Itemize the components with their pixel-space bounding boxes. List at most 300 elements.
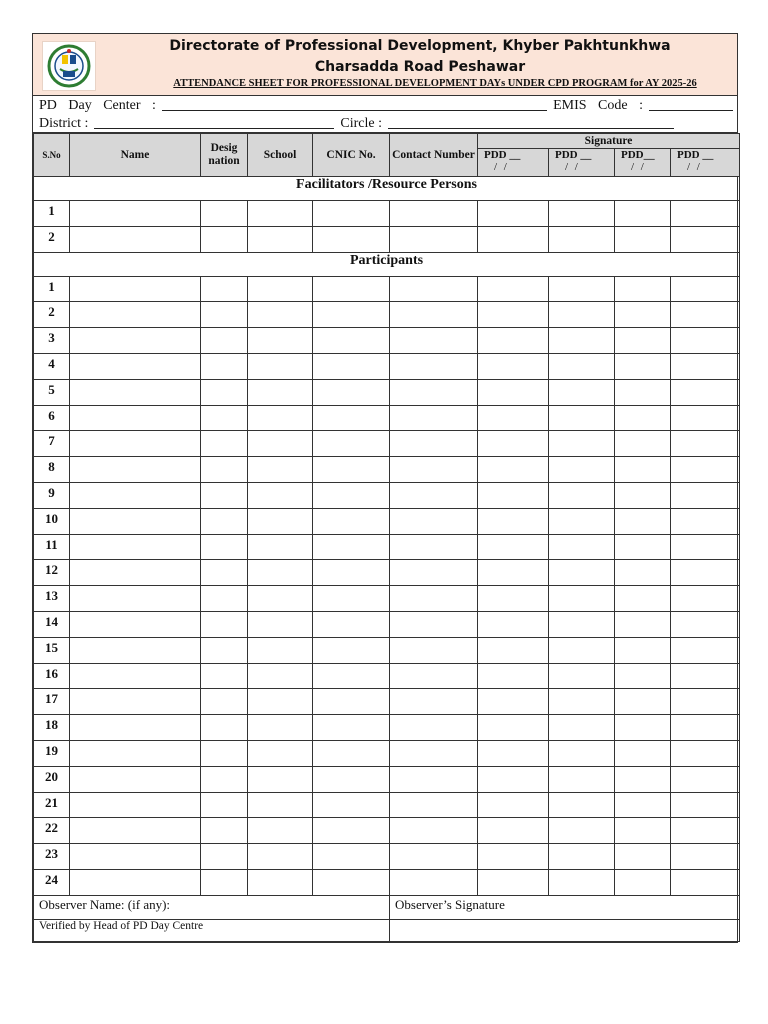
pdd-4-label: PDD __ [677,149,714,161]
designation-cell[interactable] [201,766,248,792]
pdd-2-signature-cell[interactable] [549,482,615,508]
designation-cell[interactable] [201,715,248,741]
pdd-1-signature-cell[interactable] [478,792,549,818]
name-cell[interactable] [70,328,201,354]
pdd-4-signature-cell[interactable] [671,792,740,818]
cnic-cell[interactable] [313,328,390,354]
pdd-1-signature-cell[interactable] [478,226,549,252]
cnic-cell[interactable] [313,379,390,405]
facilitator-row-number: 2 [34,226,70,252]
pdd-1-signature-cell[interactable] [478,740,549,766]
pdd-4-signature-cell[interactable] [671,508,740,534]
pdd-2-signature-cell[interactable] [549,302,615,328]
contact-cell[interactable] [390,818,478,844]
col-pdd-4 [671,149,740,177]
school-cell[interactable] [248,844,313,870]
participant-row [34,353,740,379]
designation-cell[interactable] [201,586,248,612]
pdd-4-signature-cell[interactable] [671,482,740,508]
col-contact: Contact Number [390,134,478,177]
school-cell[interactable] [248,508,313,534]
pdd-3-signature-cell[interactable] [615,379,671,405]
pd-day-center-label: PD Day Center : [39,98,156,113]
school-cell[interactable] [248,818,313,844]
name-cell[interactable] [70,457,201,483]
contact-cell[interactable] [390,844,478,870]
cnic-cell[interactable] [313,818,390,844]
pdd-3-signature-cell[interactable] [615,637,671,663]
cnic-cell[interactable] [313,405,390,431]
contact-cell[interactable] [390,869,478,895]
pdd-3-signature-cell[interactable] [615,534,671,560]
contact-cell[interactable] [390,482,478,508]
participant-row-number: 23 [34,844,70,870]
participants-heading: Participants [34,252,740,276]
cnic-cell[interactable] [313,302,390,328]
cnic-cell[interactable] [313,586,390,612]
pdd-3-signature-cell[interactable] [615,818,671,844]
pdd-2-signature-cell[interactable] [549,379,615,405]
pdd-1-signature-cell[interactable] [478,715,549,741]
pdd-3-date: / / [631,161,646,173]
name-cell[interactable] [70,740,201,766]
participant-row-number: 12 [34,560,70,586]
contact-cell[interactable] [390,405,478,431]
school-cell[interactable] [248,302,313,328]
designation-cell[interactable] [201,226,248,252]
designation-cell[interactable] [201,457,248,483]
school-cell[interactable] [248,379,313,405]
cnic-cell[interactable] [313,792,390,818]
pdd-1-signature-cell[interactable] [478,328,549,354]
pdd-4-signature-cell[interactable] [671,226,740,252]
pdd-4-signature-cell[interactable] [671,715,740,741]
pdd-2-signature-cell[interactable] [549,689,615,715]
pdd-3-signature-cell[interactable] [615,201,671,227]
participant-row-number: 18 [34,715,70,741]
pdd-2-signature-cell[interactable] [549,276,615,302]
participant-row-number: 2 [34,302,70,328]
contact-cell[interactable] [390,663,478,689]
pdd-3-signature-cell[interactable] [615,715,671,741]
pdd-2-signature-cell[interactable] [549,740,615,766]
participant-row [34,328,740,354]
school-cell[interactable] [248,201,313,227]
name-cell[interactable] [70,353,201,379]
pdd-1-signature-cell[interactable] [478,869,549,895]
facilitator-row [34,226,740,252]
school-cell[interactable] [248,353,313,379]
participant-row-number: 6 [34,405,70,431]
pdd-2-signature-cell[interactable] [549,201,615,227]
participant-row [34,379,740,405]
pdd-3-signature-cell[interactable] [615,353,671,379]
circle-field[interactable] [388,115,674,129]
pdd-4-signature-cell[interactable] [671,276,740,302]
designation-cell[interactable] [201,869,248,895]
cnic-cell[interactable] [313,276,390,302]
pdd-1-signature-cell[interactable] [478,431,549,457]
designation-cell[interactable] [201,508,248,534]
observer-name[interactable]: Observer Name: (if any): [34,895,390,919]
pdd-3-signature-cell[interactable] [615,689,671,715]
pdd-3-signature-cell[interactable] [615,869,671,895]
pdd-4-signature-cell[interactable] [671,766,740,792]
cnic-cell[interactable] [313,201,390,227]
contact-cell[interactable] [390,560,478,586]
pdd-1-signature-cell[interactable] [478,482,549,508]
pdd-4-signature-cell[interactable] [671,328,740,354]
name-cell[interactable] [70,869,201,895]
facilitators-heading: Facilitators /Resource Persons [34,177,740,201]
participant-row [34,508,740,534]
designation-cell[interactable] [201,379,248,405]
pdd-3-signature-cell[interactable] [615,611,671,637]
designation-cell[interactable] [201,405,248,431]
pdd-4-signature-cell[interactable] [671,457,740,483]
name-cell[interactable] [70,844,201,870]
contact-cell[interactable] [390,201,478,227]
pdd-3-signature-cell[interactable] [615,302,671,328]
pdd-4-signature-cell[interactable] [671,844,740,870]
pdd-1-signature-cell[interactable] [478,844,549,870]
pdd-4-signature-cell[interactable] [671,560,740,586]
pdd-2-signature-cell[interactable] [549,328,615,354]
designation-cell[interactable] [201,637,248,663]
pdd-1-signature-cell[interactable] [478,379,549,405]
school-cell[interactable] [248,328,313,354]
contact-cell[interactable] [390,508,478,534]
verified-signature-cell[interactable] [390,919,740,941]
school-cell[interactable] [248,586,313,612]
participant-row [34,611,740,637]
col-pdd-3 [615,149,671,177]
pdd-4-date: / / [687,161,702,173]
name-cell[interactable] [70,431,201,457]
participant-row-number: 5 [34,379,70,405]
pdd-1-signature-cell[interactable] [478,766,549,792]
pdd-2-signature-cell[interactable] [549,637,615,663]
pdd-4-signature-cell[interactable] [671,689,740,715]
school-cell[interactable] [248,457,313,483]
participant-row-number: 4 [34,353,70,379]
pdd-2-signature-cell[interactable] [549,457,615,483]
cnic-cell[interactable] [313,766,390,792]
designation-cell[interactable] [201,689,248,715]
participant-row [34,302,740,328]
contact-cell[interactable] [390,689,478,715]
pdd-2-signature-cell[interactable] [549,869,615,895]
pdd-2-date: / / [565,161,580,173]
contact-cell[interactable] [390,457,478,483]
school-cell[interactable] [248,534,313,560]
pdd-2-signature-cell[interactable] [549,560,615,586]
participant-row [34,482,740,508]
cnic-cell[interactable] [313,226,390,252]
pdd-2-signature-cell[interactable] [549,226,615,252]
pdd-4-signature-cell[interactable] [671,818,740,844]
participant-row-number: 11 [34,534,70,560]
contact-cell[interactable] [390,226,478,252]
name-cell[interactable] [70,201,201,227]
attendance-sheet [32,33,738,943]
pdd-4-signature-cell[interactable] [671,869,740,895]
school-cell[interactable] [248,482,313,508]
pdd-3-signature-cell[interactable] [615,276,671,302]
name-cell[interactable] [70,302,201,328]
participant-row-number: 20 [34,766,70,792]
pdd-2-signature-cell[interactable] [549,508,615,534]
participant-row [34,740,740,766]
contact-cell[interactable] [390,534,478,560]
contact-cell[interactable] [390,431,478,457]
pdd-1-signature-cell[interactable] [478,534,549,560]
pdd-3-signature-cell[interactable] [615,844,671,870]
school-cell[interactable] [248,715,313,741]
designation-cell[interactable] [201,353,248,379]
school-cell[interactable] [248,431,313,457]
cnic-cell[interactable] [313,534,390,560]
pdd-2-signature-cell[interactable] [549,611,615,637]
designation-cell[interactable] [201,560,248,586]
pdd-3-signature-cell[interactable] [615,766,671,792]
cnic-cell[interactable] [313,844,390,870]
col-name: Name [70,134,201,177]
header [33,34,737,96]
school-cell[interactable] [248,405,313,431]
pdd-3-signature-cell[interactable] [615,431,671,457]
designation-cell[interactable] [201,302,248,328]
pdd-3-signature-cell[interactable] [615,792,671,818]
pdd-2-signature-cell[interactable] [549,534,615,560]
designation-cell[interactable] [201,201,248,227]
cnic-cell[interactable] [313,482,390,508]
participant-row-number: 1 [34,276,70,302]
participant-row [34,276,740,302]
participant-row [34,869,740,895]
pdd-1-signature-cell[interactable] [478,302,549,328]
participant-row [34,586,740,612]
school-cell[interactable] [248,560,313,586]
pdd-1-signature-cell[interactable] [478,663,549,689]
pdd-1-signature-cell[interactable] [478,637,549,663]
district-label: District : [39,116,89,131]
participant-row-number: 16 [34,663,70,689]
name-cell[interactable] [70,276,201,302]
school-cell[interactable] [248,689,313,715]
name-cell[interactable] [70,534,201,560]
cnic-cell[interactable] [313,663,390,689]
pdd-4-signature-cell[interactable] [671,611,740,637]
designation-cell[interactable] [201,534,248,560]
designation-cell[interactable] [201,818,248,844]
participant-row-number: 7 [34,431,70,457]
school-cell[interactable] [248,276,313,302]
contact-cell[interactable] [390,379,478,405]
pdd-2-signature-cell[interactable] [549,353,615,379]
school-cell[interactable] [248,637,313,663]
pdd-3-signature-cell[interactable] [615,457,671,483]
designation-cell[interactable] [201,482,248,508]
cnic-cell[interactable] [313,431,390,457]
designation-cell[interactable] [201,328,248,354]
pdd-2-signature-cell[interactable] [549,792,615,818]
name-cell[interactable] [70,379,201,405]
pdd-1-signature-cell[interactable] [478,405,549,431]
participant-row [34,766,740,792]
designation-cell[interactable] [201,740,248,766]
school-cell[interactable] [248,663,313,689]
designation-cell[interactable] [201,792,248,818]
pdd-4-signature-cell[interactable] [671,302,740,328]
school-cell[interactable] [248,611,313,637]
pdd-4-signature-cell[interactable] [671,586,740,612]
participant-row-number: 17 [34,689,70,715]
name-cell[interactable] [70,586,201,612]
pdd-4-signature-cell[interactable] [671,405,740,431]
pdd-3-signature-cell[interactable] [615,405,671,431]
name-cell[interactable] [70,637,201,663]
participant-row [34,818,740,844]
pdd-1-signature-cell[interactable] [478,586,549,612]
pdd-3-signature-cell[interactable] [615,586,671,612]
contact-cell[interactable] [390,611,478,637]
participant-row [34,663,740,689]
cnic-cell[interactable] [313,508,390,534]
participant-row-number: 13 [34,586,70,612]
designation-cell[interactable] [201,431,248,457]
pdd-2-signature-cell[interactable] [549,405,615,431]
contact-cell[interactable] [390,792,478,818]
participant-row [34,792,740,818]
directorate-address: Charsadda Road Peshawar [314,59,526,75]
pdd-2-signature-cell[interactable] [549,844,615,870]
school-cell[interactable] [248,869,313,895]
pdd-3-signature-cell[interactable] [615,560,671,586]
school-cell[interactable] [248,226,313,252]
pdd-2-signature-cell[interactable] [549,766,615,792]
pdd-1-signature-cell[interactable] [478,276,549,302]
cnic-cell[interactable] [313,611,390,637]
name-cell[interactable] [70,405,201,431]
contact-cell[interactable] [390,740,478,766]
col-sno: S.No [34,134,70,177]
participant-row-number: 19 [34,740,70,766]
pdd-1-signature-cell[interactable] [478,201,549,227]
name-cell[interactable] [70,508,201,534]
pdd-4-signature-cell[interactable] [671,379,740,405]
pdd-4-signature-cell[interactable] [671,663,740,689]
contact-cell[interactable] [390,302,478,328]
pdd-2-signature-cell[interactable] [549,818,615,844]
pdd-4-signature-cell[interactable] [671,534,740,560]
name-cell[interactable] [70,818,201,844]
pdd-1-signature-cell[interactable] [478,611,549,637]
name-cell[interactable] [70,663,201,689]
district-field[interactable] [94,115,334,129]
school-cell[interactable] [248,792,313,818]
cnic-cell[interactable] [313,353,390,379]
directorate-title: Directorate of Professional Development, Khyber Pakhtunkhwa [169,38,671,54]
contact-cell[interactable] [390,353,478,379]
pdd-3-signature-cell[interactable] [615,508,671,534]
designation-cell[interactable] [201,611,248,637]
pdd-3-signature-cell[interactable] [615,740,671,766]
pdd-1-signature-cell[interactable] [478,818,549,844]
pdd-1-signature-cell[interactable] [478,508,549,534]
cnic-cell[interactable] [313,689,390,715]
name-cell[interactable] [70,792,201,818]
pdd-3-signature-cell[interactable] [615,482,671,508]
pdd-4-signature-cell[interactable] [671,637,740,663]
contact-cell[interactable] [390,276,478,302]
col-signature: Signature [478,134,740,149]
pdd-4-signature-cell[interactable] [671,431,740,457]
pdd-1-signature-cell[interactable] [478,689,549,715]
pdd-2-signature-cell[interactable] [549,715,615,741]
emis-code-label: EMIS Code : [553,98,643,113]
facilitator-row [34,201,740,227]
pdd-4-signature-cell[interactable] [671,353,740,379]
contact-cell[interactable] [390,766,478,792]
cnic-cell[interactable] [313,637,390,663]
name-cell[interactable] [70,611,201,637]
cnic-cell[interactable] [313,869,390,895]
participant-row-number: 14 [34,611,70,637]
name-cell[interactable] [70,560,201,586]
cnic-cell[interactable] [313,457,390,483]
cnic-cell[interactable] [313,715,390,741]
pdd-1-signature-cell[interactable] [478,457,549,483]
emis-code-field[interactable] [649,97,733,111]
pdd-1-signature-cell[interactable] [478,353,549,379]
participant-row [34,637,740,663]
col-school: School [248,134,313,177]
contact-cell[interactable] [390,637,478,663]
observer-signature[interactable]: Observer’s Signature [390,895,740,919]
pdd-1-signature-cell[interactable] [478,560,549,586]
name-cell[interactable] [70,226,201,252]
contact-cell[interactable] [390,715,478,741]
pdd-2-label: PDD __ [555,149,592,161]
designation-cell[interactable] [201,844,248,870]
pdd-3-signature-cell[interactable] [615,328,671,354]
participant-row-number: 10 [34,508,70,534]
designation-cell[interactable] [201,276,248,302]
name-cell[interactable] [70,715,201,741]
pdd-2-signature-cell[interactable] [549,431,615,457]
verified-by[interactable]: Verified by Head of PD Day Centre [34,919,390,941]
cnic-cell[interactable] [313,560,390,586]
school-cell[interactable] [248,766,313,792]
pd-day-center-field[interactable] [162,97,547,111]
pdd-4-signature-cell[interactable] [671,740,740,766]
sheet-subtitle: ATTENDANCE SHEET FOR PROFESSIONAL DEVELOPMENT DAYs UNDER CPD PROGRAM for AY 2025-26 [173,78,697,89]
contact-cell[interactable] [390,328,478,354]
name-cell[interactable] [70,482,201,508]
designation-cell[interactable] [201,663,248,689]
name-cell[interactable] [70,766,201,792]
contact-cell[interactable] [390,586,478,612]
pdd-2-signature-cell[interactable] [549,586,615,612]
school-cell[interactable] [248,740,313,766]
cnic-cell[interactable] [313,740,390,766]
pdd-4-signature-cell[interactable] [671,201,740,227]
pdd-3-signature-cell[interactable] [615,226,671,252]
name-cell[interactable] [70,689,201,715]
pdd-2-signature-cell[interactable] [549,663,615,689]
pdd-3-signature-cell[interactable] [615,663,671,689]
